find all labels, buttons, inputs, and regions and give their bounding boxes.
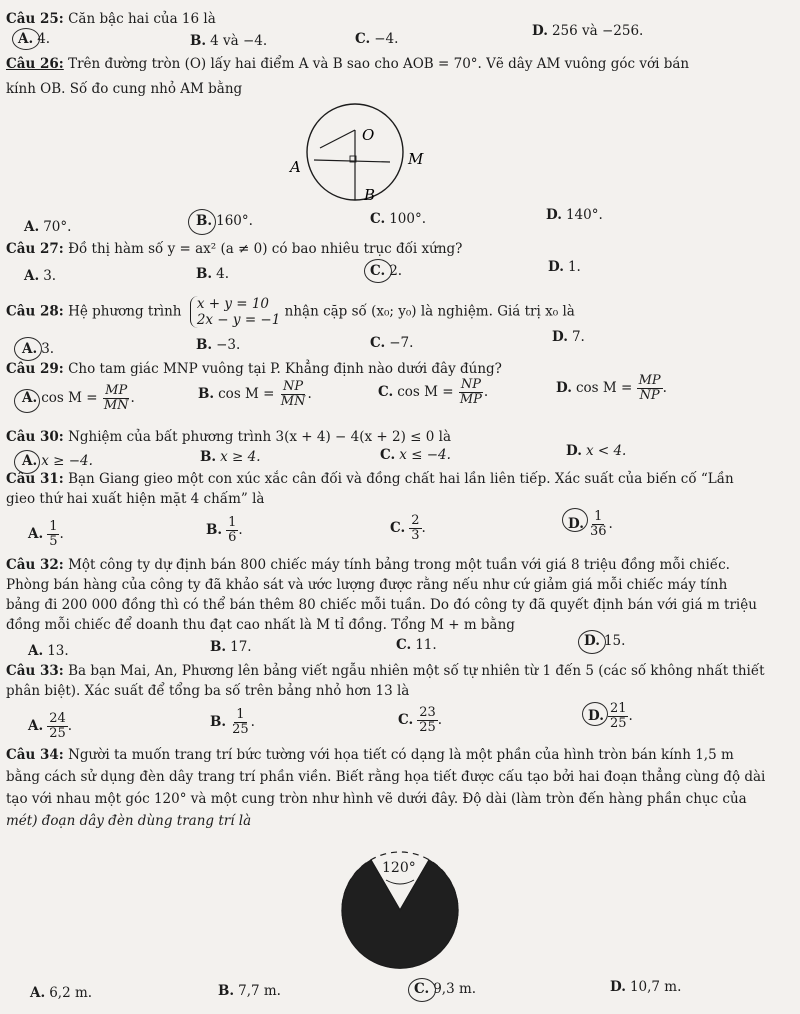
question-29 <box>6 360 502 378</box>
angle-label: 120° <box>382 860 416 876</box>
option-31-a[interactable]: A. $\frac{1}{5}$ . <box>28 519 64 549</box>
option-26-b[interactable]: B. 160°. <box>196 213 253 229</box>
question-31-line2: gieo thứ hai xuất hiện mặt 4 chấm” là <box>6 491 265 507</box>
option-27-d[interactable]: D. 1. <box>548 259 581 275</box>
question-text: Nghiệm của bất phương trình 3(x + 4) − 4(x + 2) ≤ 0 là <box>68 429 451 445</box>
question-label: Câu 31: <box>6 471 64 487</box>
equation-1: x + y = 10 <box>196 296 270 312</box>
option-31-b[interactable]: B. $\frac{1}{6}$ . <box>206 515 243 545</box>
question-label: Câu 32: <box>6 557 64 573</box>
option-33-a[interactable]: A. $\frac{24}{25}$ . <box>28 711 73 741</box>
option-31-c[interactable]: C. $\frac{2}{3}$ . <box>390 513 426 543</box>
option-32-c[interactable]: C. 11. <box>396 637 437 653</box>
question-32-line2: Phòng bán hàng của công ty đã khảo sát và ước lượng được rằng nếu như cứ giảm giá mỗi chiếc máy tính <box>6 577 728 593</box>
option-28-b[interactable]: B. −3. <box>196 337 241 353</box>
point-a-label: A <box>290 158 301 176</box>
question-33 <box>6 662 765 680</box>
question-32-line4: đồng mỗi chiếc để doanh thu đạt cao nhất là M tỉ đồng. Tổng M + m bằng <box>6 617 515 633</box>
point-m-label: M <box>408 150 424 168</box>
answer-circle-mark <box>364 259 392 283</box>
option-30-a[interactable]: A. x ≥ −4. <box>22 453 93 469</box>
question-text: Ba bạn Mai, An, Phương lên bảng viết ngẫu nhiên một số tự nhiên từ 1 đến 5 (các số không nhất thiết <box>68 663 765 679</box>
question-text: Một công ty dự định bán 800 chiếc máy tính bảng trong một tuần với giá 8 triệu đồng mỗi chiếc. <box>68 557 730 573</box>
sector-figure <box>330 830 470 980</box>
question-text-after: nhận cặp số (x₀; y₀) là nghiệm. Giá trị x₀ là <box>284 303 575 320</box>
equation-2: 2x − y = −1 <box>196 312 281 328</box>
option-28-a[interactable]: A. 3. <box>22 341 55 357</box>
answer-circle-mark <box>578 630 606 654</box>
question-label: Câu 34: <box>6 747 64 763</box>
question-34-line2: bằng cách sử dụng đèn dây trang trí phần viền. Biết rằng họa tiết được cấu tạo bởi hai đoạn thẳng cùng độ dài <box>6 769 766 785</box>
option-29-d[interactable]: D. cos M = $\frac{MP}{NP}$ . <box>556 373 667 403</box>
question-text: Cho tam giác MNP vuông tại P. Khẳng định nào dưới đây đúng? <box>68 361 502 377</box>
question-32-line3: bảng đi 200 000 đồng thì có thể bán thêm 80 chiếc mỗi tuần. Do đó công ty đã quyết định bán với giá m triệu <box>6 597 757 613</box>
option-34-a[interactable]: A. 6,2 m. <box>30 985 93 1001</box>
answer-circle-mark <box>188 209 216 235</box>
question-label: Câu 33: <box>6 663 64 679</box>
question-31 <box>6 470 734 488</box>
question-30 <box>6 428 451 446</box>
answer-circle-mark <box>14 389 40 413</box>
option-34-b[interactable]: B. 7,7 m. <box>218 983 281 999</box>
answer-circle-mark <box>562 508 588 532</box>
option-27-a[interactable]: A. 3. <box>24 268 57 284</box>
option-26-c[interactable]: C. 100°. <box>370 211 427 227</box>
question-text: Căn bậc hai của 16 là <box>68 11 216 27</box>
option-29-b[interactable]: B. cos M = $\frac{NP}{MN}$ . <box>198 379 312 409</box>
option-32-a[interactable]: A. 13. <box>28 643 69 659</box>
question-33-line2: phân biệt). Xác suất để tổng ba số trên bảng nhỏ hơn 13 là <box>6 683 410 699</box>
question-32 <box>6 556 730 574</box>
option-25-b[interactable]: B. 4 và −4. <box>190 33 268 49</box>
question-34-line4: mét) đoạn dây đèn dùng trang trí là <box>6 813 252 829</box>
option-34-c[interactable]: C. 9,3 m. <box>414 981 477 997</box>
question-28 <box>6 296 575 328</box>
circle-figure <box>280 100 450 210</box>
option-29-a[interactable]: A. cos M = $\frac{MP}{MN}$ . <box>22 383 135 413</box>
option-33-d[interactable]: D. $\frac{21}{25}$ . <box>588 701 633 731</box>
question-label: Câu 27: <box>6 241 64 257</box>
answer-circle-mark <box>12 28 40 50</box>
question-text: Người ta muốn trang trí bức tường với họa tiết có dạng là một phần của hình tròn bán kính 1,5 m <box>68 747 734 763</box>
answer-circle-mark <box>14 337 42 361</box>
option-29-c[interactable]: C. cos M = $\frac{NP}{MP}$ . <box>378 377 489 407</box>
option-31-d[interactable]: D. $\frac{1}{36}$ . <box>568 509 613 539</box>
option-30-b[interactable]: B. x ≥ 4. <box>200 449 261 465</box>
question-text: Bạn Giang gieo một con xúc xắc cân đối và đồng chất hai lần liên tiếp. Xác suất của biến cố “Lần <box>68 471 734 487</box>
question-text-before: Hệ phương trình <box>68 303 182 320</box>
option-25-d[interactable]: D. 256 và −256. <box>532 23 644 39</box>
option-30-d[interactable]: D. x < 4. <box>566 443 627 459</box>
question-34 <box>6 746 734 764</box>
equation-system <box>190 296 281 328</box>
question-27 <box>6 240 462 258</box>
question-34-line3: tạo với nhau một góc 120° và một cung tròn như hình vẽ dưới đây. Độ dài (làm tròn đến hàng phần chục của <box>6 791 747 807</box>
point-o-label: O <box>362 126 375 144</box>
question-25 <box>6 10 216 28</box>
question-label: Câu 28: <box>6 303 64 320</box>
option-30-c[interactable]: C. x ≤ −4. <box>380 447 451 463</box>
option-26-d[interactable]: D. 140°. <box>546 207 603 223</box>
question-text: Trên đường tròn (O) lấy hai điểm A và B sao cho AOB = 70°. Vẽ dây AM vuông góc với bán <box>68 56 690 72</box>
option-33-c[interactable]: C. $\frac{23}{25}$ . <box>398 705 443 735</box>
option-28-c[interactable]: C. −7. <box>370 335 414 351</box>
option-25-c[interactable]: C. −4. <box>355 31 399 47</box>
question-label: Câu 30: <box>6 429 64 445</box>
answer-circle-mark <box>582 702 608 726</box>
option-26-a[interactable]: A. 70°. <box>24 219 72 235</box>
option-27-b[interactable]: B. 4. <box>196 266 230 282</box>
question-label: Câu 25: <box>6 11 64 27</box>
answer-circle-mark <box>408 978 436 1002</box>
option-25-a[interactable]: A. 4. <box>18 31 51 47</box>
option-28-d[interactable]: D. 7. <box>552 329 585 345</box>
point-b-label: B <box>364 186 376 204</box>
option-34-d[interactable]: D. 10,7 m. <box>610 979 682 995</box>
option-32-d[interactable]: D. 15. <box>584 633 626 649</box>
question-text: Đồ thị hàm số y = ax² (a ≠ 0) có bao nhiêu trục đối xứng? <box>68 241 463 257</box>
question-26 <box>6 55 689 73</box>
question-label: Câu 26: <box>6 56 64 72</box>
option-27-c[interactable]: C. 2. <box>370 263 403 279</box>
question-label: Câu 29: <box>6 361 64 377</box>
option-33-b[interactable]: B. $\frac{1}{25}$ . <box>210 707 255 737</box>
option-32-b[interactable]: B. 17. <box>210 639 252 655</box>
question-26-line2: kính OB. Số đo cung nhỏ AM bằng <box>6 81 243 97</box>
